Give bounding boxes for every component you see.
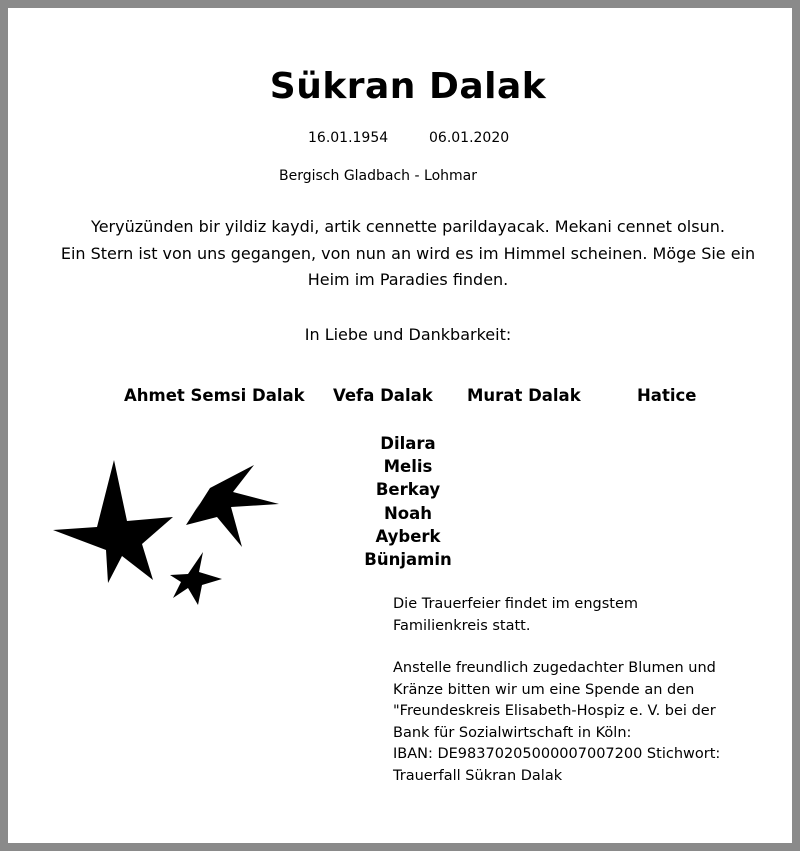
birth-date: 16.01.1954 — [308, 130, 389, 146]
donation-note-line: "Freundeskreis Elisabeth-Hospiz e. V. bei der — [393, 703, 716, 719]
donation-note-line: Anstelle freundlich zugedachter Blumen und — [393, 660, 716, 676]
grandchild-name: Dilara — [380, 434, 436, 453]
notes-block — [393, 594, 793, 787]
place-of-residence: Bergisch Gladbach - Lohmar — [279, 168, 477, 184]
grandchildren-list — [338, 432, 478, 571]
donation-note-line: Bank für Sozialwirtschaft in Köln: — [393, 724, 632, 741]
medium-star-icon — [186, 465, 279, 547]
child-name: Murat Dalak — [467, 386, 581, 405]
small-star-icon — [170, 552, 222, 605]
grandchild-name: Bünjamin — [364, 550, 452, 570]
verse-turkish: Yeryüzünden bir yildiz kaydi, artik cennette parildayacak. Mekani cennet olsun. — [91, 217, 725, 236]
funeral-note-line: Die Trauerfeier findet im engstem — [393, 596, 639, 612]
child-name: Ahmet Semsi Dalak — [124, 386, 305, 405]
grandchild-name: Noah — [383, 503, 433, 523]
death-date: 06.01.2020 — [429, 130, 510, 146]
donation-note-line: Trauerfall Sükran Dalak — [393, 767, 563, 784]
stars-icon — [48, 448, 288, 613]
funeral-note-line: Familienkreis statt. — [393, 617, 531, 634]
child-name: Vefa Dalak — [333, 386, 433, 405]
grandchild-name: Berkay — [375, 480, 441, 500]
child-name: Hatice — [637, 386, 697, 405]
verse-block — [38, 214, 778, 294]
grandchild-name: Ayberk — [375, 526, 441, 546]
donation-note-line: Kränze bitten wir um eine Spende an den — [393, 681, 695, 698]
grandchild-name: Melis — [383, 457, 433, 477]
verse-german: Ein Stern ist von uns gegangen, von nun an wird es im Himmel scheinen. Möge Sie ein Heim im Paradies finden. — [60, 243, 756, 289]
thanks-heading: In Liebe und Dankbarkeit: — [304, 325, 512, 344]
iban-line: IBAN: DE98370205000007007200 Stichwort: — [393, 746, 721, 762]
deceased-name: Sükran Dalak — [269, 66, 547, 107]
large-star-icon — [53, 460, 173, 583]
